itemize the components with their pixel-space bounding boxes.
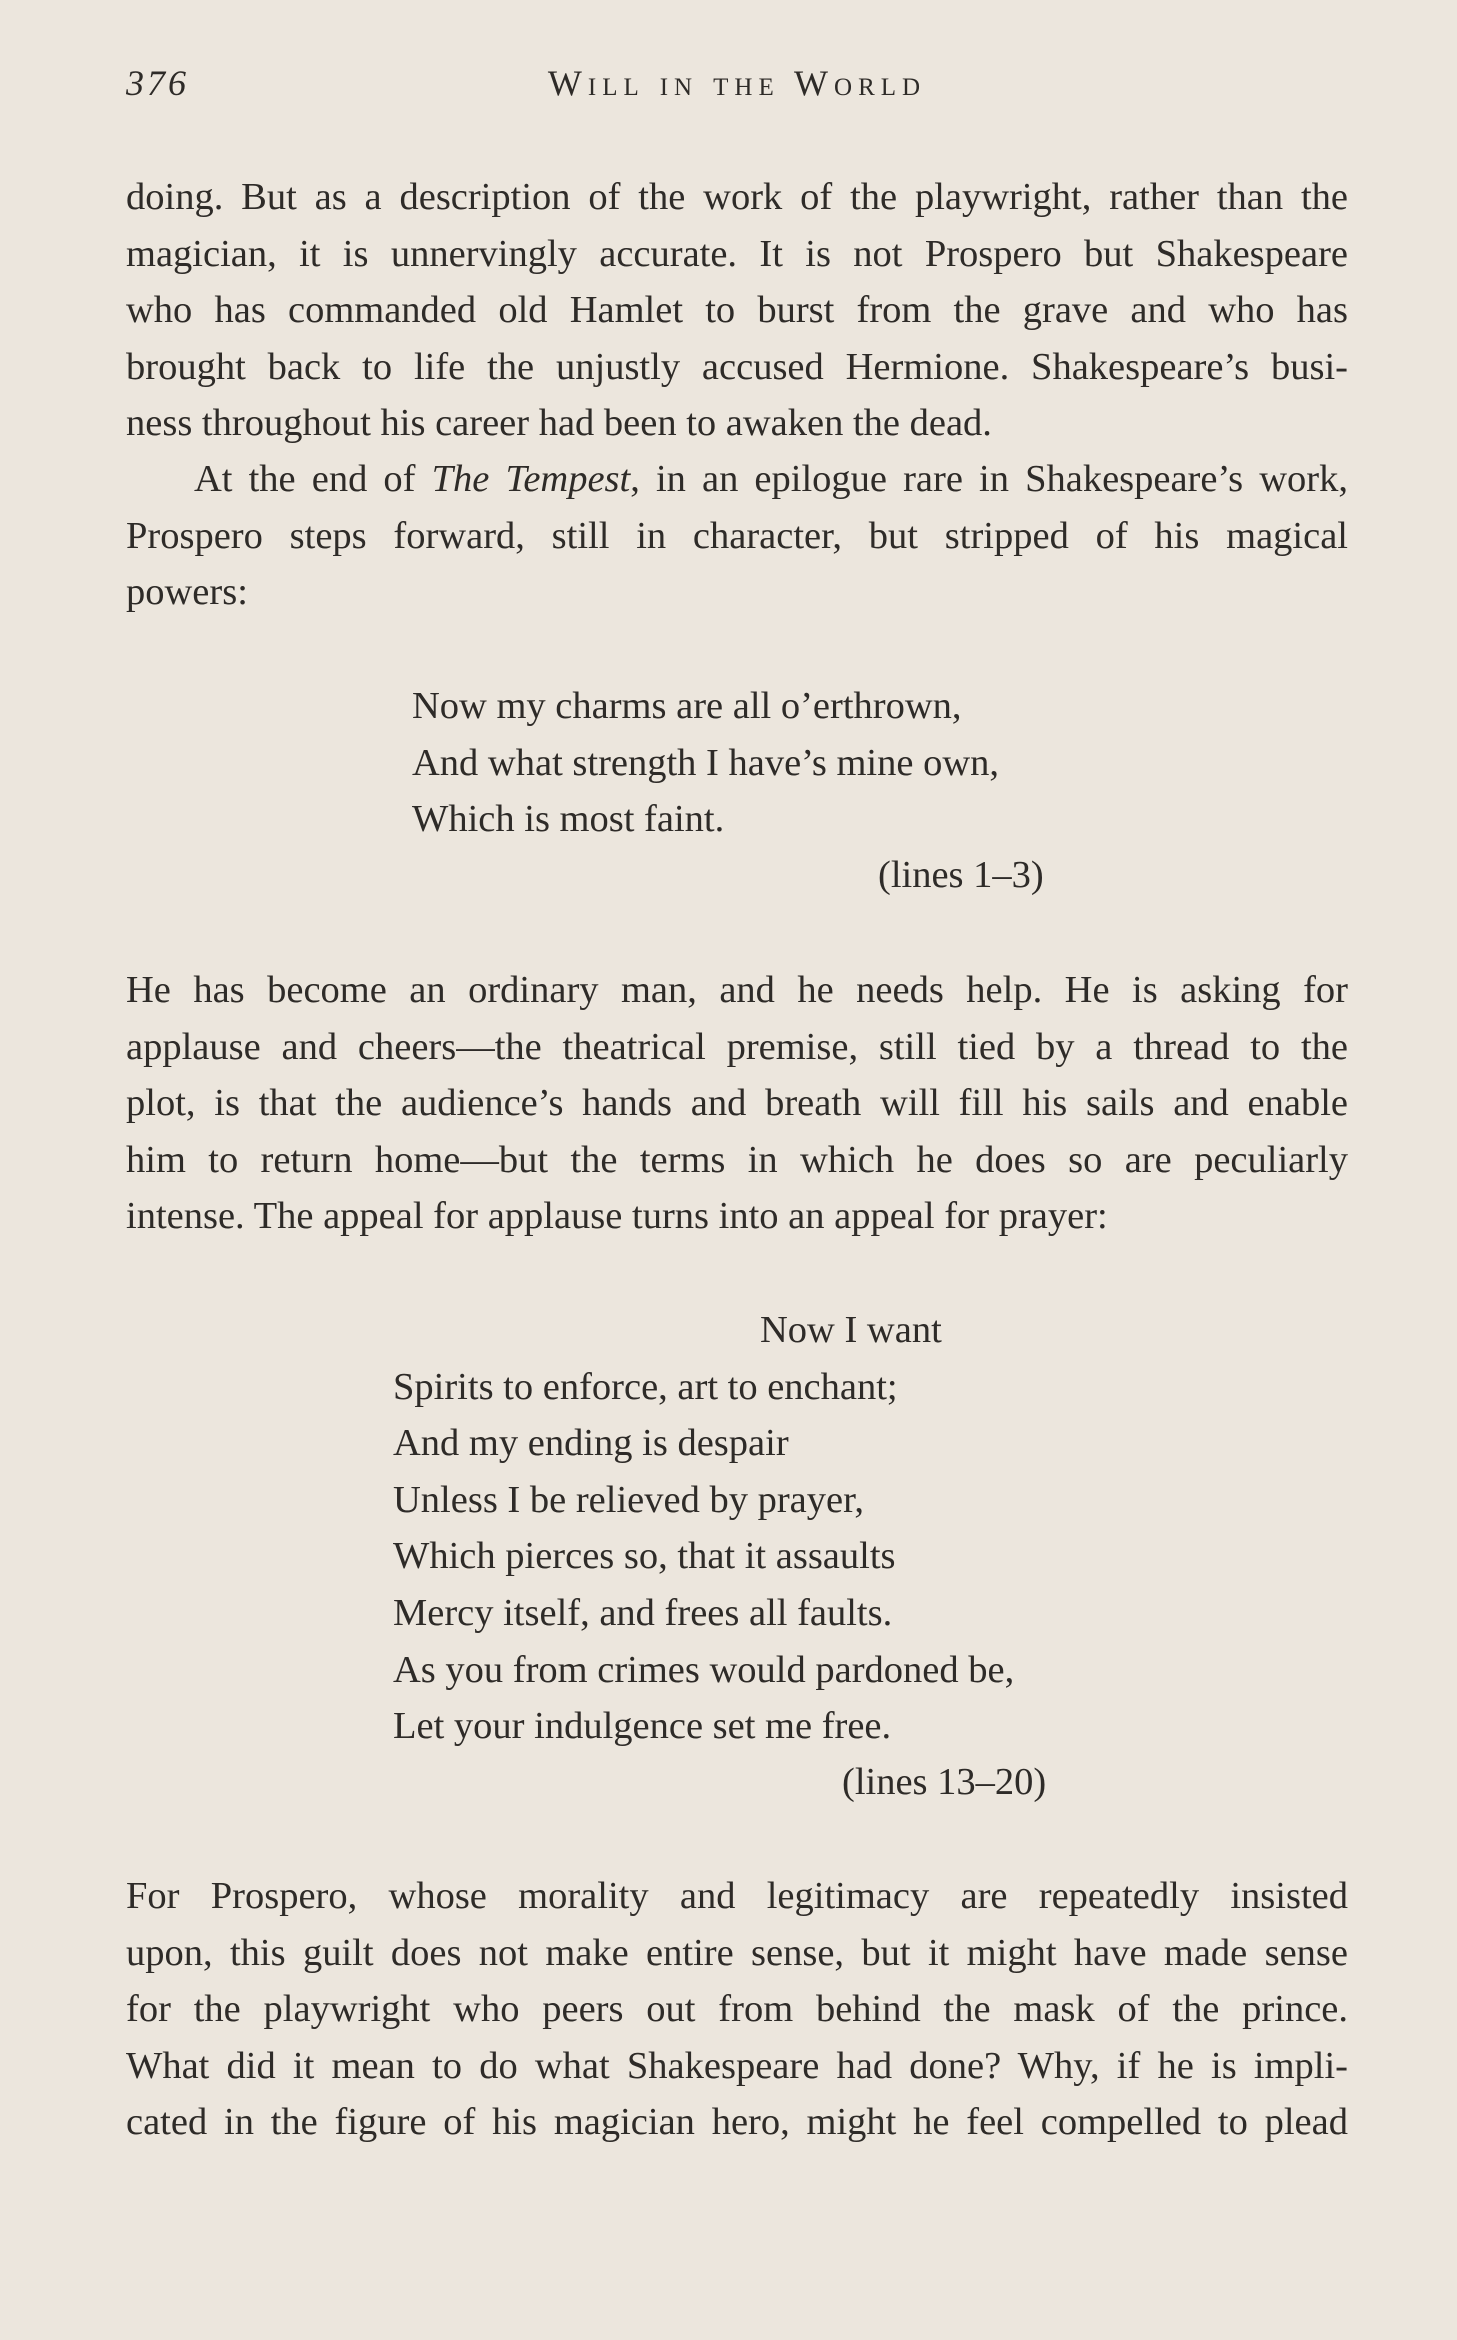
verse-line: Which pierces so, that it assaults bbox=[393, 1535, 896, 1578]
verse-line: Spirits to enforce, art to enchant; bbox=[393, 1365, 898, 1408]
text-segment: At the end of bbox=[194, 458, 432, 500]
text-line: doing. But as a description of the work of the playwright, rather than the bbox=[126, 176, 1348, 218]
text-line: cated in the figure of his magician hero, might he feel compelled to plead bbox=[126, 2101, 1348, 2144]
text-line: applause and cheers—the theatrical premise, still tied by a thread to the bbox=[126, 1025, 1348, 1068]
text-line: for the playwright who peers out from behind the mask of the prince. bbox=[126, 1988, 1348, 2031]
text-line: intense. The appeal for applause turns into an appeal for prayer: bbox=[126, 1195, 1108, 1238]
page-number: 376 bbox=[126, 63, 189, 103]
text-line bbox=[126, 451, 1348, 508]
text-line: plot, is that the audience’s hands and breath will fill his sails and enable bbox=[126, 1082, 1348, 1125]
verse-quotation-2 bbox=[393, 1302, 1014, 1755]
text-line: upon, this guilt does not make entire sense, but it might have made sense bbox=[126, 1931, 1348, 1974]
text-line: who has commanded old Hamlet to burst from the grave and who has bbox=[126, 289, 1348, 332]
text-line: brought back to life the unjustly accused Hermione. Shakespeare’s busi- bbox=[126, 345, 1348, 388]
verse-line: Unless I be relieved by prayer, bbox=[393, 1478, 864, 1521]
text-line: him to return home—but the terms in which he does so are peculiarly bbox=[126, 1138, 1348, 1181]
verse-quotation-1 bbox=[412, 678, 999, 848]
verse-citation-1: (lines 1–3) bbox=[878, 854, 1044, 896]
verse-line: Now I want bbox=[760, 1309, 942, 1351]
text-line: Prospero steps forward, still in character, but stripped of his magical bbox=[126, 514, 1348, 557]
running-title: Will in the World bbox=[547, 63, 927, 103]
verse-line: Now my charms are all o’erthrown, bbox=[412, 685, 962, 727]
verse-line: Which is most faint. bbox=[412, 798, 725, 841]
text-line: magician, it is unnervingly accurate. It is not Prospero but Shakespeare bbox=[126, 232, 1348, 275]
text-line: powers: bbox=[126, 571, 248, 614]
text-line: For Prospero, whose morality and legitimacy are repeatedly insisted bbox=[126, 1875, 1348, 1917]
verse-line: Mercy itself, and frees all faults. bbox=[393, 1591, 893, 1634]
text-line: What did it mean to do what Shakespeare had done? Why, if he is impli- bbox=[126, 2044, 1348, 2087]
running-head bbox=[126, 62, 1348, 112]
verse-line: As you from crimes would pardoned be, bbox=[393, 1648, 1015, 1691]
verse-line: And my ending is despair bbox=[393, 1422, 789, 1465]
text-line: ness throughout his career had been to awaken the dead. bbox=[126, 402, 992, 445]
paragraph-1 bbox=[126, 169, 1348, 452]
verse-citation-2: (lines 13–20) bbox=[842, 1761, 1047, 1803]
text-segment: , in an epilogue rare in Shakespeare’s work, bbox=[630, 458, 1348, 500]
verse-line: Let your indulgence set me free. bbox=[393, 1705, 892, 1748]
text-line: He has become an ordinary man, and he needs help. He is asking for bbox=[126, 969, 1348, 1011]
paragraph-3 bbox=[126, 962, 1348, 1245]
paragraph-4 bbox=[126, 1868, 1348, 2151]
play-title: The Tempest bbox=[431, 458, 631, 500]
paragraph-2 bbox=[126, 451, 1348, 621]
verse-line: And what strength I have’s mine own, bbox=[412, 741, 1000, 784]
